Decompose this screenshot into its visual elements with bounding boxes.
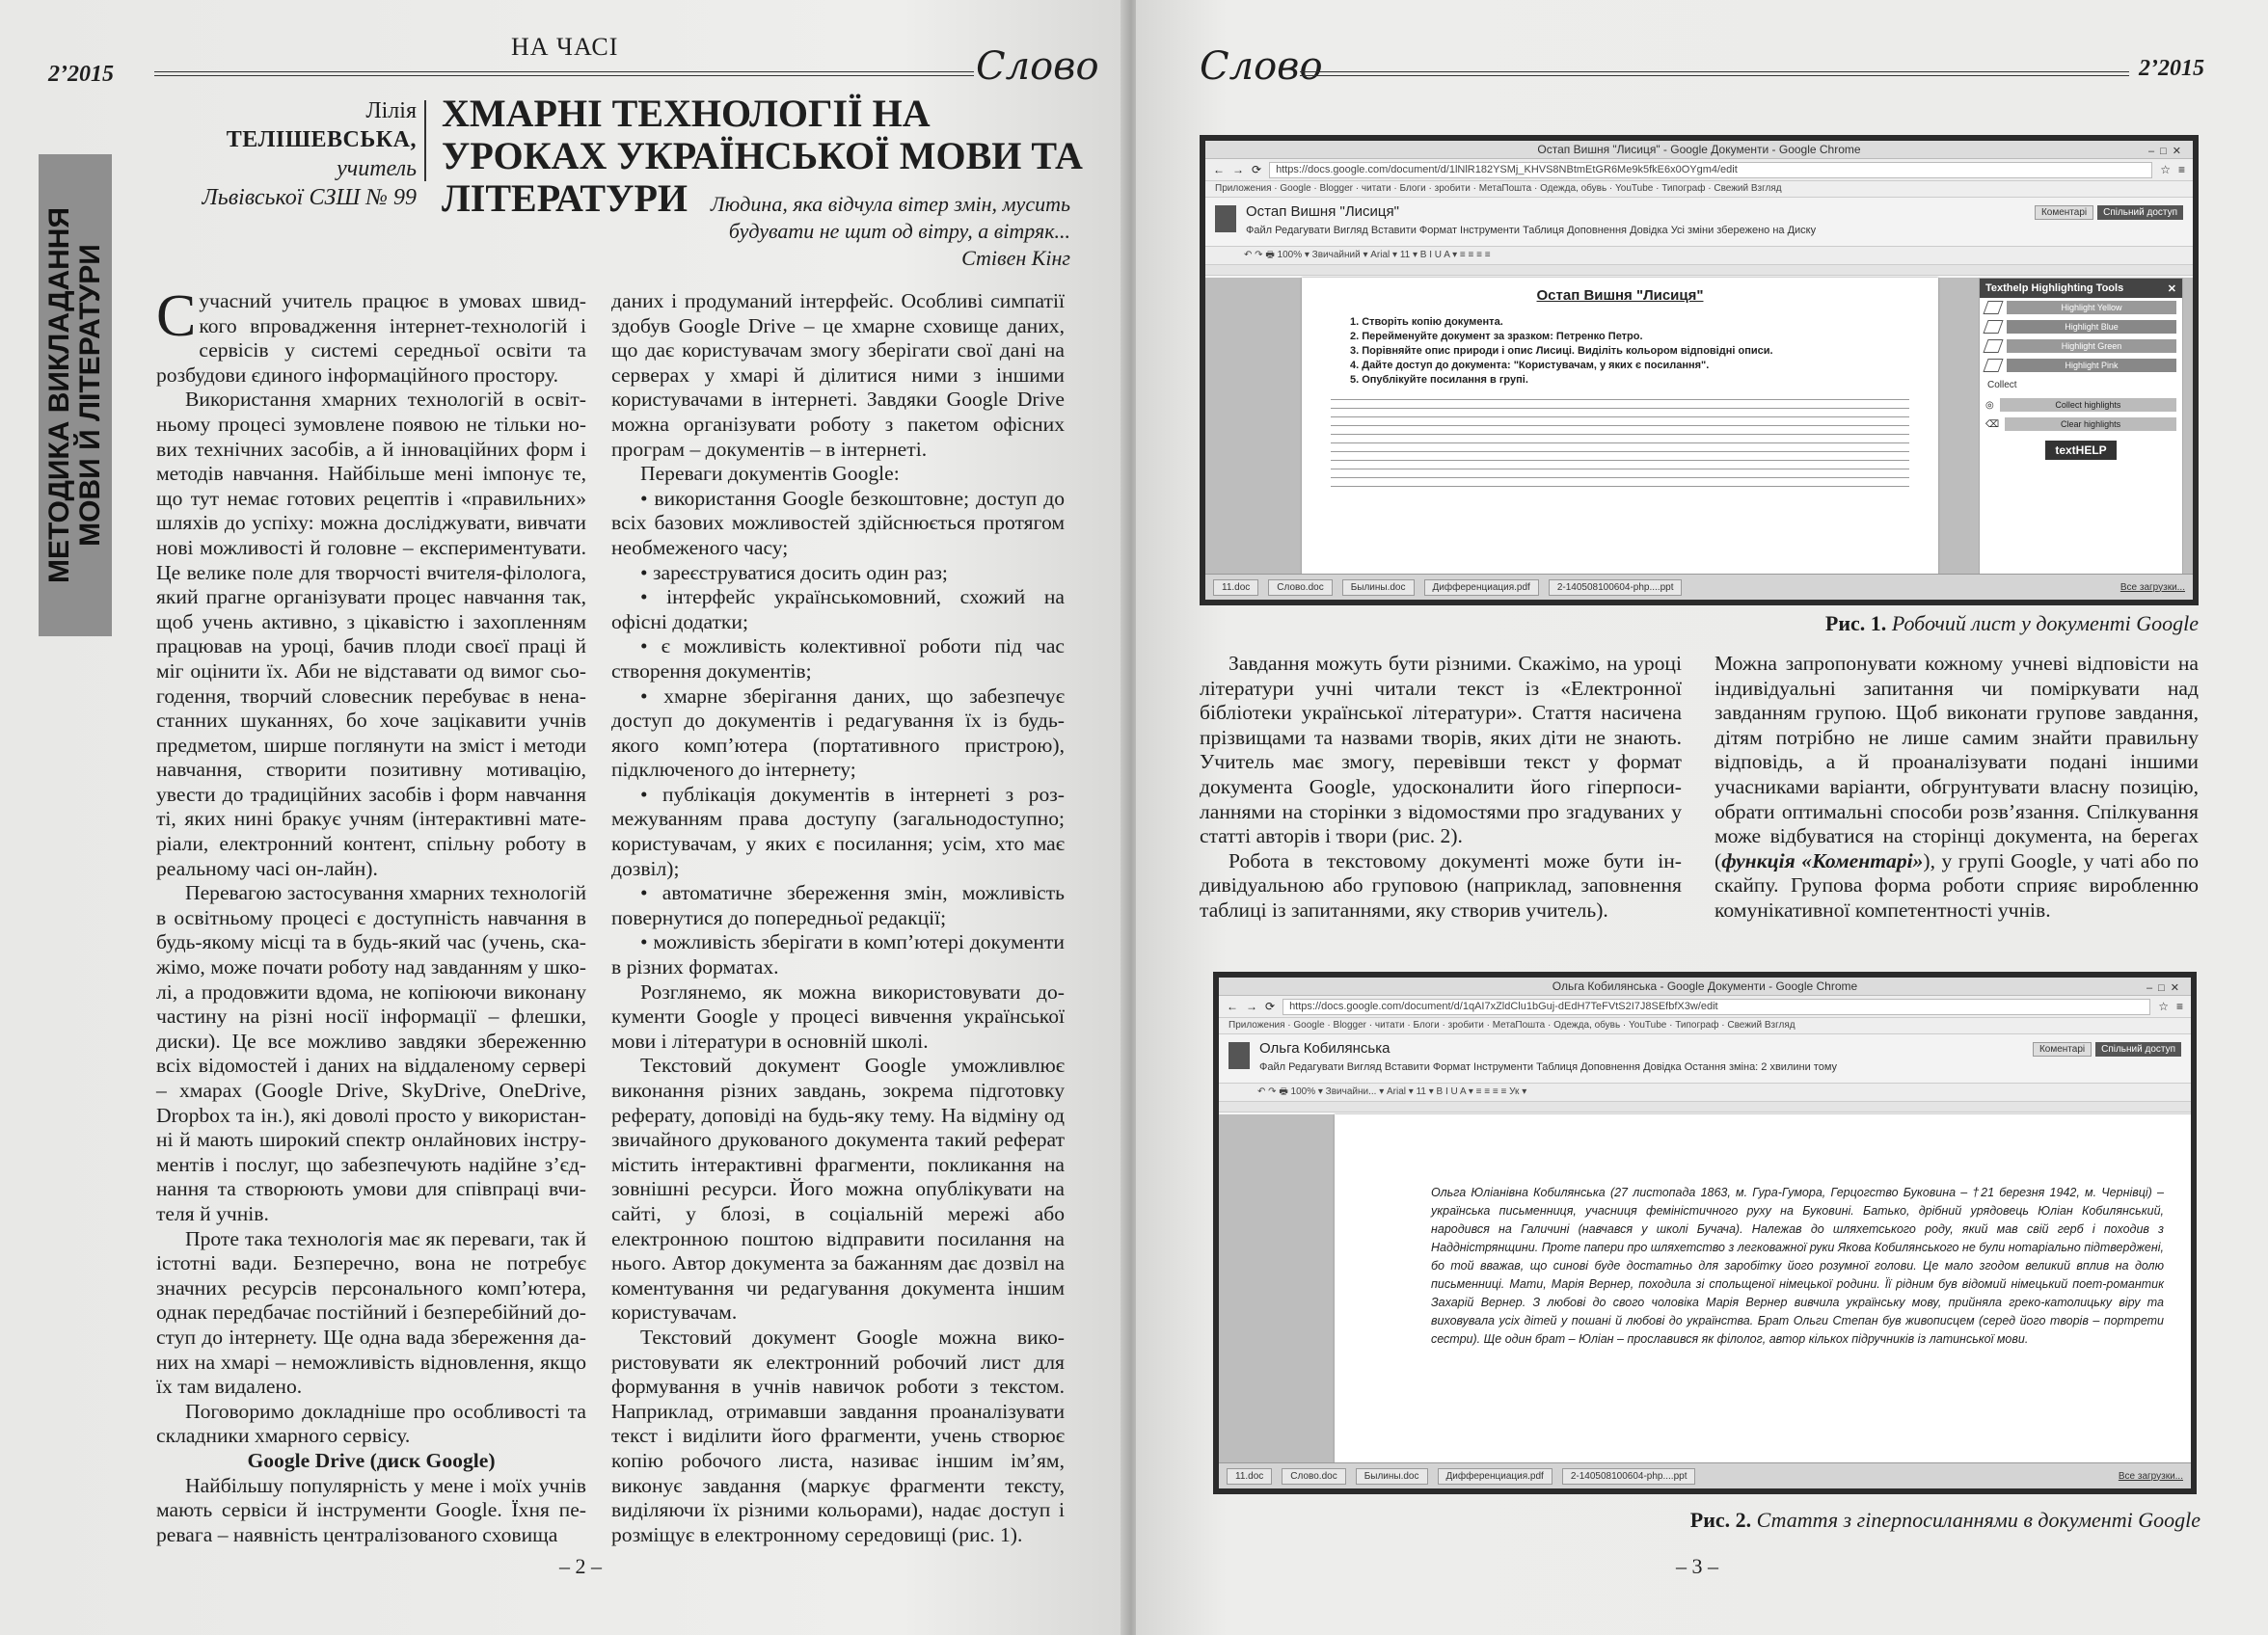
bullet-item: • використання Google безкоштовне; доступ до всіх базових можливостей здійснюється протягом необмеженого часу; xyxy=(611,486,1065,559)
issue-number: 2’2015 xyxy=(48,62,114,87)
download-item[interactable]: Слово.doc xyxy=(1268,579,1332,596)
task-item: 5. Опублікуйте посилання в групі. xyxy=(1350,374,1528,386)
author-last-name: ТЕЛІШЕВСЬКА, xyxy=(226,127,417,152)
paragraph: Поговоримо докладніше про особливості та складники хмарного сервісу. xyxy=(156,1399,586,1448)
document-area xyxy=(1219,1114,2191,1463)
figure-2-caption: Рис. 2. Стаття з гіперпосиланнями в документі Google xyxy=(1689,1508,2200,1532)
browser-title: Ольга Кобилянська - Google Документи - Google Chrome –□✕ xyxy=(1219,978,2191,996)
story-text-lines xyxy=(1331,395,1909,492)
section-title: НА ЧАСІ xyxy=(511,33,619,61)
right-page-column-b xyxy=(1714,652,2199,924)
epigraph xyxy=(617,191,1070,272)
bullet-item: • є можливість колективної роботи під час створення документів; xyxy=(611,634,1065,683)
close-icon[interactable]: ✕ xyxy=(2167,283,2176,295)
clear-highlights-button[interactable]: Clear highlights xyxy=(2005,417,2176,431)
docs-menu[interactable]: Файл Редагувати Вигляд Вставити Формат Інструменти Таблиця Доповнення Довідка Усі зміни збережено на Диску xyxy=(1246,225,1817,236)
paragraph: Перевагою застосування хмарних технологій в освітньому процесі є доступність навчання в будь-якому місці та в будь-який час (учень, скажімо, може почати роботу над завданням у школі, а продовжити вдома, не копіюючи виконану частину на різні носії інформації – флешки, диски). Це все можливо завдяки збереженню всіх відомостей і даних на віддаленому сервері – хмарах (Google Drive, SkyDrive, OneDrive, Dropbox та ін.), які доволі просто у використанні й мають широкий спектр онлайнових інструментів і послуг, що забезпечують надійне з’єднання та створюють умови для співпраці вчителя й учнів. xyxy=(156,881,586,1225)
window-controls-icon: –□✕ xyxy=(2146,982,2185,994)
author-divider xyxy=(424,100,426,181)
reload-icon[interactable]: ⟳ xyxy=(1252,163,1262,176)
menu-icon[interactable]: ≡ xyxy=(2175,1000,2183,1013)
magazine-logo: Слово xyxy=(976,44,1099,89)
bookmarks-bar: Приложения · Google · Blogger · читати · Блоги · зробити · МетаПошта · Одежда, обувь · YouTube · Типограф · Свежий Взгляд xyxy=(1205,181,2193,198)
figure-1-screenshot xyxy=(1200,135,2199,605)
paragraph: Найбільшу популярність у мене і моїх учнів мають сервіси й інструменти Google. Їхня перевага – наявність централізованого сховища xyxy=(156,1473,586,1546)
paragraph: даних і продуманий інтерфейс. Особливі симпатії здобув Google Drive – це хмарне сховище даних, що дає користувачам змогу зберігати свої дані на серверах у хмарі й ділитися ними з іншими користувачами в інтернеті. Завдяки Google Drive можна організувати роботу з пакетом офісних програм – документів – в інтернеті. xyxy=(611,289,1065,461)
download-item[interactable]: 2-140508100604-php....ppt xyxy=(1549,579,1683,596)
header-rule xyxy=(1300,71,2129,76)
task-item: 3. Порівняйте опис природи і опис Лисиці. Виділіть кольором відповідні описи. xyxy=(1350,345,1773,357)
paragraph: Проте така технологія має як переваги, так й істотні вади. Безперечно, вона не потребує значних ресурсів персонального комп’ютера, однак передбачає постійний і безперебійний доступ до інтернету. Ще одна вада збереження даних на хмарі – неможливість відновлення, якщо їх там видалено. xyxy=(156,1226,586,1399)
doc-page[interactable] xyxy=(1302,278,1938,575)
comments-button[interactable]: Коментарі xyxy=(2033,1042,2092,1057)
paragraph: учасний учитель працює в умовах швидкого впровадження інтернет-технологій і сервісів у системі середньої освіти та розбудови єдиного інформаційного простору. xyxy=(156,289,586,387)
rubric-band xyxy=(39,154,112,636)
docs-header xyxy=(1219,1034,2191,1084)
panel-title: Texthelp Highlighting Tools xyxy=(1985,282,2124,294)
collect-label: Collect xyxy=(1987,380,2017,390)
address-bar xyxy=(1205,159,2193,181)
collect-icon: ◎ xyxy=(1985,399,1994,411)
bullet-item: • автоматичне збереження змін, можливість повернутися до попередньої редакції; xyxy=(611,881,1065,929)
download-item[interactable]: Слово.doc xyxy=(1282,1468,1345,1485)
eraser-icon: ⌫ xyxy=(1985,418,2000,430)
right-page-column-a xyxy=(1200,652,1682,924)
left-page xyxy=(0,0,1126,1635)
highlight-green-button[interactable]: Highlight Green xyxy=(2007,339,2176,353)
forward-icon[interactable]: → xyxy=(1246,1000,1257,1013)
issue-number: 2’2015 xyxy=(2139,56,2204,81)
bullet-item: • хмарне зберігання даних, що забезпечує доступ до документів і редагування їх із будь-якого комп’ютера (портативного пристрою), підключеного до інтернету; xyxy=(611,683,1065,782)
downloads-bar xyxy=(1219,1462,2191,1488)
bullet-item: • публікація документів в інтернеті з розмежуванням права доступу (загальнодоступно; користувачам, у яких є посилання; усім, хто має дозвіл); xyxy=(611,782,1065,880)
share-button[interactable]: Спільний доступ xyxy=(2097,205,2183,220)
docs-logo-icon[interactable] xyxy=(1228,1042,1250,1069)
texthelp-logo: textHELP xyxy=(2045,441,2116,460)
bullet-item: • інтерфейс українськомовний, схожий на офісні додатки; xyxy=(611,585,1065,633)
document-area xyxy=(1205,278,2193,575)
browser-title: Остап Вишня "Лисиця" - Google Документи - Google Chrome –□✕ xyxy=(1205,141,2193,159)
formatting-toolbar[interactable]: ↶ ↷ 🖶 100% ▾ Звичайний ▾ Arial ▾ 11 ▾ B I U A ▾ ≡ ≡ ≡ ≡ xyxy=(1205,247,2193,265)
author-block xyxy=(193,96,417,212)
back-icon[interactable]: ← xyxy=(1227,1000,1238,1013)
all-downloads-link[interactable]: Все загрузки... xyxy=(2118,1470,2183,1482)
task-item: 2. Перейменуйте документ за зразком: Петренко Петро. xyxy=(1350,331,1643,342)
window-controls-icon: –□✕ xyxy=(2148,146,2187,157)
reload-icon[interactable]: ⟳ xyxy=(1265,1000,1276,1013)
texthelp-panel xyxy=(1979,278,2183,575)
all-downloads-link[interactable]: Все загрузки... xyxy=(2120,581,2185,593)
address-bar xyxy=(1219,996,2191,1018)
highlighter-icon xyxy=(1983,301,2003,314)
subheading: Google Drive (диск Google) xyxy=(247,1448,496,1472)
highlight-pink-button[interactable]: Highlight Pink xyxy=(2007,359,2176,372)
download-item[interactable]: 2-140508100604-php....ppt xyxy=(1562,1468,1696,1485)
comments-button[interactable]: Коментарі xyxy=(2035,205,2093,220)
download-item[interactable]: Былины.doc xyxy=(1342,579,1415,596)
drop-cap: С xyxy=(156,283,197,349)
doc-page[interactable]: Ольга Юліанівна Кобилянська (27 листопада 1863, м. Гура-Гумора, Герцогство Буковина – †21 березня 1942, м. Чернівці) – українська письменниця, учасниця феміністичного руху на Буковині. Батько, дрібний урядовець Юліан Кобилянський, народився на Галичині (навчався у школі Бучача). Належав до шляхетського роду, який мав свій герб і походив з Наддністрянщини. Проте папери про шляхетство з легковажної руки Якова Кобилянського не були нотаріально підтверджені, бо той вважав, що синові буде достатньо для заробітку його розумної голови. Це мало згодом великий вплив на долю письменниці. Мати, Марія Вернер, походила зі спольщеної німецької родини. Її рідним був відомий німецький поет-романтик Захарій Вернер. З любові до свого чоловіка Марія Вернер вивчила українську мову, прийняла греко-католицьку віру та виховувала усіх дітей у пошані й любові до українства. Брат Ольги Степан був живописцем (серед його творів – портрети сестри). Ще один брат – Юліан – прославився як філолог, автор кількох підручників із латинської мови. xyxy=(1335,1114,2191,1463)
download-item[interactable]: Дифференциация.pdf xyxy=(1424,579,1539,596)
bullet-item: • зареєструватися досить один раз; xyxy=(640,560,948,584)
menu-icon[interactable]: ≡ xyxy=(2177,163,2185,176)
share-button[interactable]: Спільний доступ xyxy=(2095,1042,2181,1057)
article-title: ХМАРНІ ТЕХНОЛОГІЇ НА УРОКАХ УКРАЇНСЬКОЇ МОВИ ТА ЛІТЕРАТУРИ xyxy=(442,92,1083,220)
highlighter-icon xyxy=(1983,339,2003,353)
highlight-yellow-button[interactable]: Highlight Yellow xyxy=(2007,301,2176,314)
paragraph: Текстовий документ Google уможливлює виконання різних завдань, зокрема підготовку реферату, доповіді на будь-яку тему. На відміну од звичайного друкованого документа такий реферат містить інтерактивні фрагменти, покликання на зовнішні ресурси. Його можна опублікувати на сайті, у блозі, в соціальній мережі або електронною поштою відправити посилання на нього. Автор документа за бажанням дає дозвіл на коментування чи редагування документа іншим користувачам. xyxy=(611,1054,1065,1325)
download-item[interactable]: Былины.doc xyxy=(1356,1468,1428,1485)
epigraph-line-2: будувати не щит од вітру, а вітряк... xyxy=(728,219,1070,243)
rubric-line-2: МОВИ Й ЛІТЕРАТУРИ xyxy=(74,244,106,547)
highlighter-icon xyxy=(1983,359,2003,372)
ruler xyxy=(1219,1102,2191,1112)
author-role: учитель xyxy=(337,156,417,181)
highlight-blue-button[interactable]: Highlight Blue xyxy=(2007,320,2176,334)
epigraph-line-1: Людина, яка відчула вітер змін, мусить xyxy=(710,192,1070,216)
paragraph: Завдання можуть бути різними. Скажімо, на уроці літератури учні читали текст із «Електронної бібліотеки української літератури». Стаття насичена прізвищами та назвами творів, яких діти не знають. Учитель має змогу, перевівши текст у формат документа Google, удосконалити його гіперпосиланнями на сторінки з відомостями про згадуваних у статті авторів і твори (рис. 2). xyxy=(1200,652,1682,848)
epigraph-author: Стівен Кінг xyxy=(961,246,1070,270)
highlighter-icon xyxy=(1983,320,2003,334)
paragraph: Використання хмарних технологій в освітньому процесі зумовлене появою не тільки нових технічних засобів, а й інноваційних форм і методів навчання. Найбільше мені імпонує те, що тут немає готових рецептів і «правильних» шляхів до успіху: можна досліджувати, вивчати нові можливості й головне – експериментувати. Це велике поле для творчості вчителя-філолога, який прагне організувати процес навчання так, щоб учень активно, з цікавістю і захопленням працював на уроці, бачив плоди своєї праці й міг оцінити їх. Аби не відставати од вимог сьогодення, творчий словесник перебуває в ненастанних шуканнях, бо хоче зацікавити учнів предметом, ширше поглянути на зміст і методи навчання, створити позитивну мотивацію, увести до традиційних засобів і форм навчання ті, яких нині бракує учням (інтерактивні матеріали, електронний контент, спільну роботу в реальному часі он-лайн). xyxy=(156,388,586,880)
right-column xyxy=(611,289,1065,1547)
bullet-item: • можливість зберігати в комп’ютері документи в різних форматах. xyxy=(611,930,1065,979)
paragraph: Переваги документів Google: xyxy=(640,462,900,486)
author-school: Львівської СЗШ № 99 xyxy=(202,185,417,210)
download-item[interactable]: 11.doc xyxy=(1213,579,1258,596)
page-number: – 3 – xyxy=(1676,1554,1718,1578)
docs-logo-icon[interactable] xyxy=(1215,205,1236,232)
paragraph: Робота в текстовому документі може бути індивідуальною або груповою (наприклад, заповнення таблиці із запитаннями, яку створив учитель). xyxy=(1200,848,1682,922)
paragraph: Розглянемо, як можна використовувати документи Google у процесі вивчення української мови і літератури в основній школі. xyxy=(611,979,1065,1053)
star-icon[interactable]: ☆ xyxy=(2158,1000,2169,1013)
forward-icon[interactable]: → xyxy=(1232,163,1244,176)
doc-heading: Остап Вишня "Лисиця" xyxy=(1536,287,1704,304)
figure-2-screenshot xyxy=(1213,972,2197,1494)
author-first-name: Лілія xyxy=(365,98,417,123)
figure-1-caption: Рис. 1. Робочий лист у документі Google xyxy=(1824,611,2199,635)
docs-menu[interactable]: Файл Редагувати Вигляд Вставити Формат Інструменти Таблиця Доповнення Довідка Остання зміна: 2 хвилини тому xyxy=(1259,1061,1838,1073)
right-page xyxy=(1136,0,2268,1635)
download-item[interactable]: 11.doc xyxy=(1227,1468,1272,1485)
rubric-line-1: МЕТОДИКА ВИКЛАДАННЯ xyxy=(43,206,75,584)
back-icon[interactable]: ← xyxy=(1213,163,1225,176)
star-icon[interactable]: ☆ xyxy=(2160,163,2171,176)
left-column xyxy=(156,283,586,1547)
ruler xyxy=(1205,265,2193,276)
url-field[interactable]: https://docs.google.com/document/d/1qAI7xZldClu1bGuj-dEdH7TeFVtS2I7J8SEfbfX3w/edit xyxy=(1282,999,2150,1015)
doc-title[interactable]: Ольга Кобилянська xyxy=(1259,1040,1390,1057)
url-field[interactable]: https://docs.google.com/document/d/1lNlR182YSMj_KHVS8NBtmEtGR6Me9k5fkE6x0OYgm4/edit xyxy=(1269,162,2152,178)
task-item: 1. Створіть копію документа. xyxy=(1350,316,1503,328)
bookmarks-bar: Приложения · Google · Blogger · читати · Блоги · зробити · МетаПошта · Одежда, обувь · YouTube · Типограф · Свежий Взгляд xyxy=(1219,1018,2191,1034)
doc-title[interactable]: Остап Вишня "Лисиця" xyxy=(1246,203,1399,220)
downloads-bar xyxy=(1205,574,2193,600)
page-number: – 2 – xyxy=(559,1554,602,1578)
paragraph: Текстовий документ Google можна використовувати як електронний робочий лист для формування в учнів навичок роботи з текстом. Наприклад, отримавши завдання проаналізувати текст і виділити його фрагменти, учень створює копію робочого листа, називає іншим ім’ям, виконує завдання (маркує фрагменти тексту, виділяючи їх різними кольорами), надає доступ і розміщує в електронному середовищі (рис. 1). xyxy=(611,1325,1065,1546)
docs-header xyxy=(1205,198,2193,247)
collect-highlights-button[interactable]: Collect highlights xyxy=(2000,398,2176,412)
task-item: 4. Дайте доступ до документа: "Користувачам, у яких є посилання". xyxy=(1350,360,1710,371)
formatting-toolbar[interactable]: ↶ ↷ 🖶 100% ▾ Звичайни... ▾ Arial ▾ 11 ▾ B I U A ▾ ≡ ≡ ≡ ≡ Ук ▾ xyxy=(1219,1084,2191,1102)
header-rule xyxy=(154,71,974,76)
magazine-logo: Слово xyxy=(1200,44,1323,89)
download-item[interactable]: Дифференциация.pdf xyxy=(1438,1468,1552,1485)
paragraph: Можна запропонувати кожному учневі відповісти на індивідуальні запитання чи поміркувати над завданням групою. Щоб виконати групове завдання, дітям потрібно не лише самим знайти правильну відповідь, а й проаналізувати подані іншими учасниками варіанти, обгрунтувати власну позицію, обрати оптимальні способи розв’язання. Спілкування може відбуватися на сторінці документа, на берегах (функція «Коментарі»), у групі Google, у чаті або по скайпу. Групова форма роботи сприяє виробленню комунікативної компетентності учнів. xyxy=(1714,652,2199,922)
